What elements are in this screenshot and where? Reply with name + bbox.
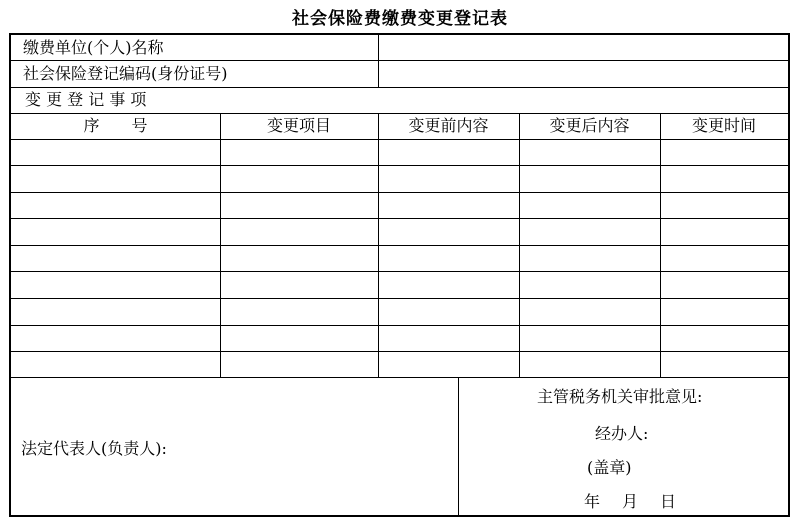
legal-representative-label: 法定代表人(负责人): [21, 439, 167, 458]
column-header-time: 变更时间 [691, 116, 756, 135]
cell-change-time[interactable] [661, 246, 787, 270]
cell-sequence[interactable] [12, 219, 219, 244]
cell-sequence[interactable] [12, 352, 219, 376]
cell-change-item[interactable] [221, 219, 377, 244]
tax-authority-opinion-label: 主管税务机关审批意见: [537, 387, 703, 406]
cell-before-content[interactable] [379, 219, 518, 244]
cell-change-time[interactable] [661, 352, 787, 376]
payer-name-field[interactable] [380, 35, 790, 60]
cell-change-item[interactable] [221, 326, 377, 350]
cell-before-content[interactable] [379, 193, 518, 217]
cell-sequence[interactable] [12, 326, 219, 350]
cell-after-content[interactable] [520, 166, 659, 191]
cell-change-item[interactable] [221, 246, 377, 270]
cell-after-content[interactable] [520, 272, 659, 297]
cell-before-content[interactable] [379, 352, 518, 376]
cell-change-time[interactable] [661, 326, 787, 350]
cell-before-content[interactable] [379, 246, 518, 270]
cell-sequence[interactable] [12, 140, 219, 164]
divider [458, 377, 459, 517]
cell-sequence[interactable] [12, 299, 219, 324]
legal-representative-signature-area[interactable] [11, 378, 457, 517]
cell-change-time[interactable] [661, 166, 787, 191]
cell-change-time[interactable] [661, 219, 787, 244]
cell-change-time[interactable] [661, 272, 787, 297]
cell-change-item[interactable] [221, 352, 377, 376]
cell-before-content[interactable] [379, 272, 518, 297]
cell-change-time[interactable] [661, 299, 787, 324]
cell-change-time[interactable] [661, 140, 787, 164]
cell-sequence[interactable] [12, 246, 219, 270]
change-items-label: 变 更 登 记 事 项 [25, 90, 147, 109]
column-header-sequence: 序 号 [83, 116, 148, 135]
column-header-before: 变更前内容 [408, 116, 489, 135]
divider [378, 35, 379, 87]
cell-sequence[interactable] [12, 272, 219, 297]
column-header-after: 变更后内容 [549, 116, 630, 135]
payer-name-label: 缴费单位(个人)名称 [23, 38, 164, 57]
cell-after-content[interactable] [520, 352, 659, 376]
cell-after-content[interactable] [520, 299, 659, 324]
cell-after-content[interactable] [520, 246, 659, 270]
cell-after-content[interactable] [520, 193, 659, 217]
cell-after-content[interactable] [520, 140, 659, 164]
column-header-change-item: 变更项目 [266, 116, 331, 135]
cell-change-item[interactable] [221, 299, 377, 324]
registration-code-field[interactable] [380, 61, 790, 87]
cell-change-item[interactable] [221, 272, 377, 297]
handler-label: 经办人: [595, 424, 649, 443]
cell-before-content[interactable] [379, 326, 518, 350]
cell-change-item[interactable] [221, 193, 377, 217]
form-title: 社会保险费缴费变更登记表 [292, 9, 508, 29]
cell-before-content[interactable] [379, 140, 518, 164]
cell-sequence[interactable] [12, 166, 219, 191]
seal-label: (盖章) [587, 458, 632, 477]
registration-form [9, 33, 790, 517]
cell-before-content[interactable] [379, 299, 518, 324]
cell-change-item[interactable] [221, 166, 377, 191]
cell-before-content[interactable] [379, 166, 518, 191]
cell-sequence[interactable] [12, 193, 219, 217]
cell-change-time[interactable] [661, 193, 787, 217]
registration-code-label: 社会保险登记编码(身份证号) [23, 64, 228, 83]
date-label: 年 月 日 [584, 492, 680, 511]
cell-after-content[interactable] [520, 219, 659, 244]
cell-after-content[interactable] [520, 326, 659, 350]
cell-change-item[interactable] [221, 140, 377, 164]
